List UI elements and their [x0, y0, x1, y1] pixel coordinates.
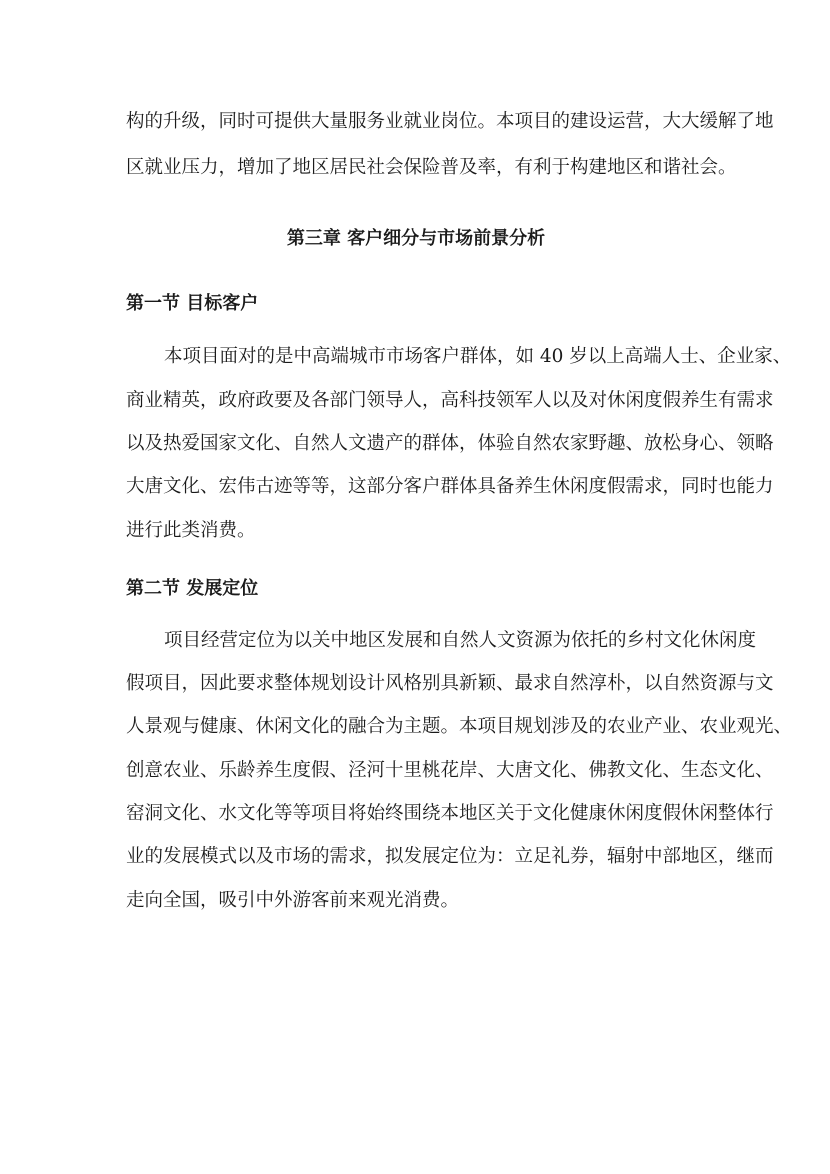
paragraph-line: 人景观与健康、休闲文化的融合为主题。本项目规划涉及的农业产业、农业观光、 [126, 716, 793, 737]
paragraph-line: 本项目面对的是中高端城市市场客户群体，如 40 岁以上高端人士、企业家、 [164, 346, 792, 367]
paragraph-line: 商业精英，政府政要及各部门领导人，高科技领军人以及对休闲度假养生有需求 [126, 390, 774, 411]
paragraph-line: 窑洞文化、水文化等等项目将始终围绕本地区关于文化健康休闲度假休闲整体行 [126, 803, 774, 824]
paragraph-line: 创意农业、乐龄养生度假、泾河十里桃花岸、大唐文化、佛教文化、生态文化、 [126, 760, 774, 781]
paragraph-line: 进行此类消费。 [126, 520, 256, 541]
paragraph-line: 业的发展模式以及市场的需求，拟发展定位为：立足礼券，辐射中部地区，继而 [126, 846, 774, 867]
section-title-positioning: 第二节 发展定位 [126, 578, 259, 599]
intro-line: 构的升级，同时可提供大量服务业就业岗位。本项目的建设运营，大大缓解了地 [126, 111, 774, 132]
paragraph-line: 大唐文化、宏伟古迹等等，这部分客户群体具备养生休闲度假需求，同时也能力 [126, 476, 774, 497]
chapter-title: 第三章 客户细分与市场前景分析 [286, 228, 546, 249]
section-title-target-customers: 第一节 目标客户 [126, 293, 259, 314]
paragraph-line: 项目经营定位为以关中地区发展和自然人文资源为依托的乡村文化休闲度 [164, 630, 757, 651]
intro-line: 区就业压力，增加了地区居民社会保险普及率，有利于构建地区和谐社会。 [126, 157, 737, 178]
paragraph-line: 以及热爱国家文化、自然人文遗产的群体，体验自然农家野趣、放松身心、领略 [126, 433, 774, 454]
paragraph-line: 走向全国，吸引中外游客前来观光消费。 [126, 890, 460, 911]
paragraph-line: 假项目，因此要求整体规划设计风格别具新颖、最求自然淳朴，以自然资源与文 [126, 673, 774, 694]
